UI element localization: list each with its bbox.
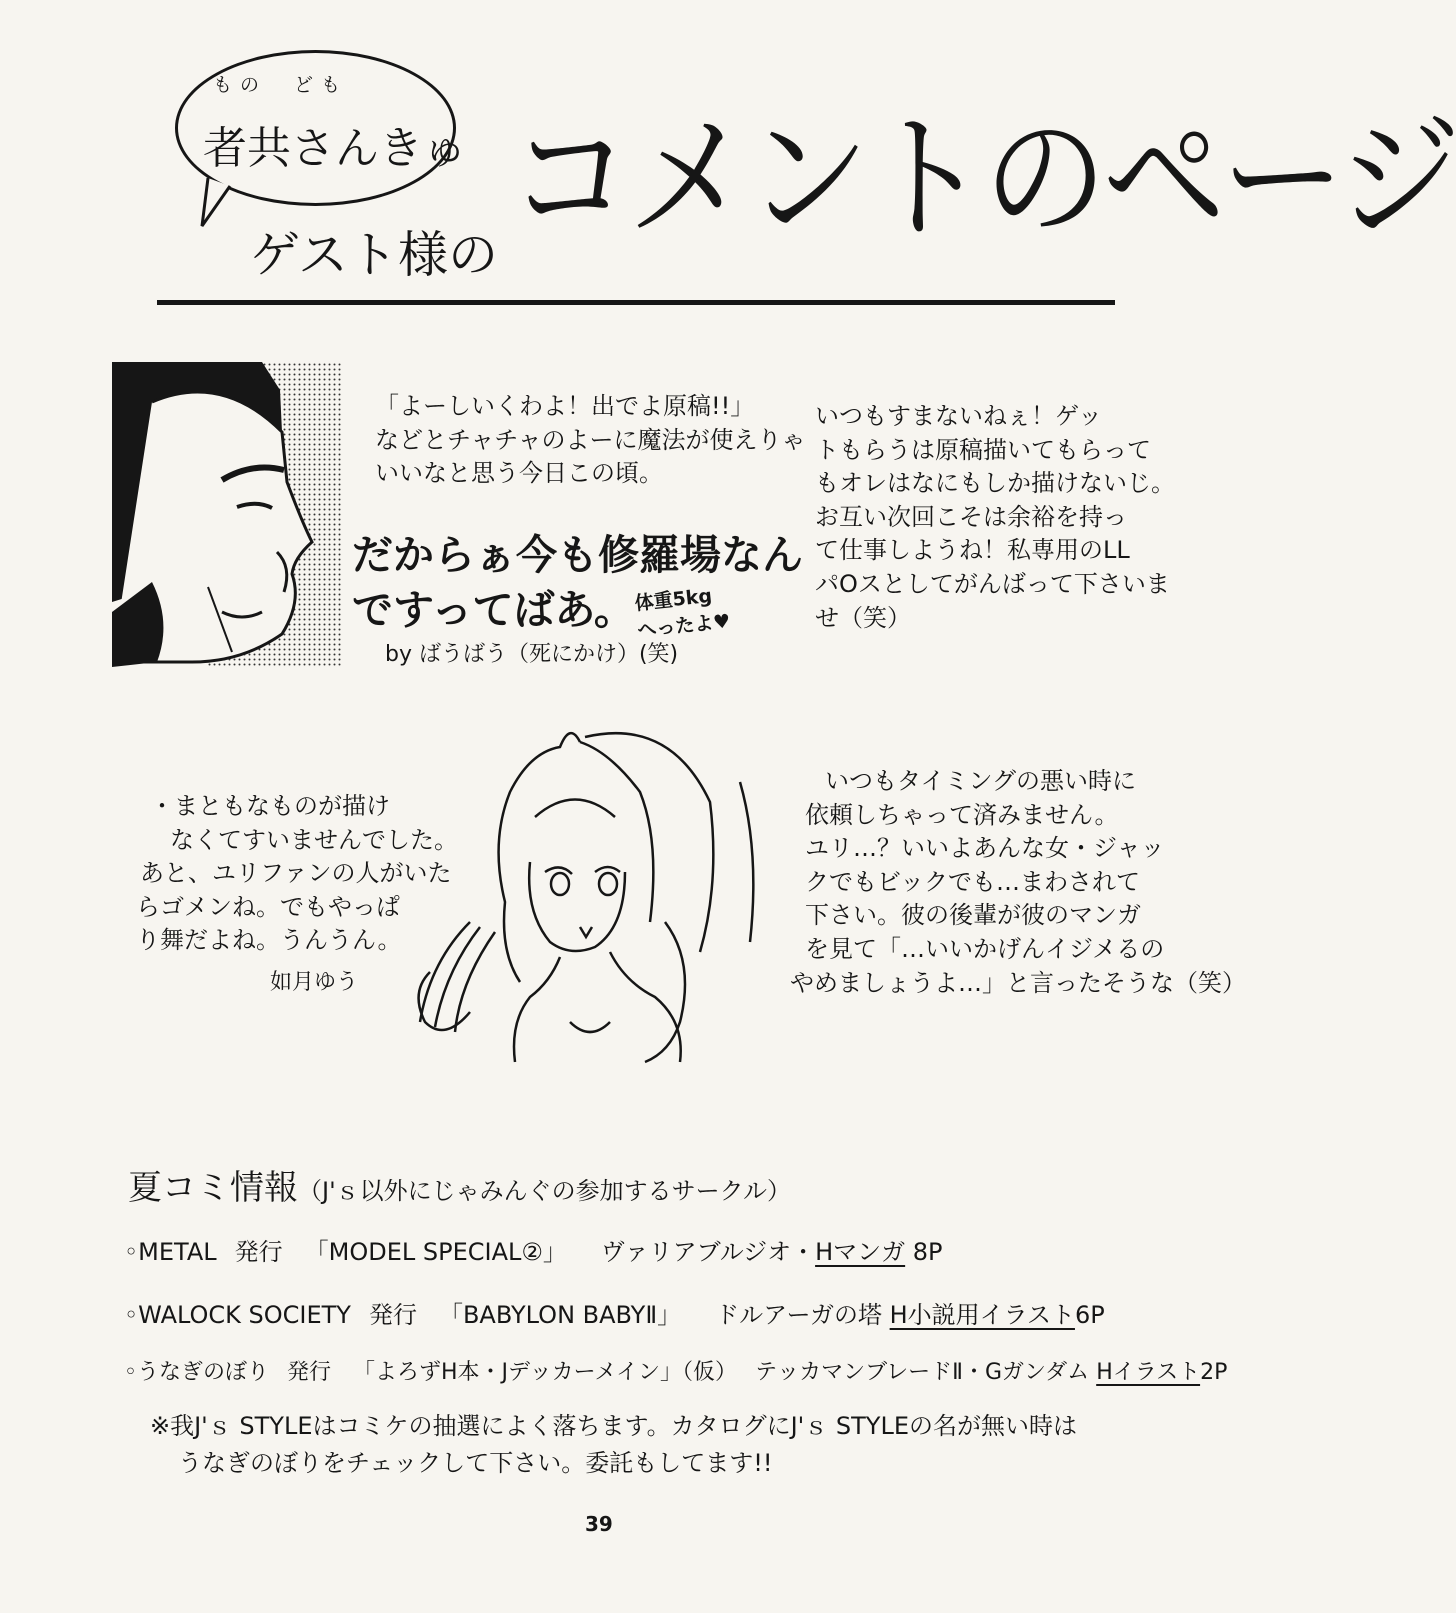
- page-count: 6P: [1074, 1301, 1105, 1329]
- page-count: 2P: [1200, 1360, 1228, 1385]
- emphasis-line: ですってばあ。: [352, 586, 635, 635]
- comment-line: て仕事しようね！私専用のLL: [815, 536, 1130, 565]
- girl-illustration: [410, 722, 770, 1067]
- comment-line: あと、ユリファンの人がいた: [140, 859, 452, 888]
- page-title: コメントのページ: [508, 98, 1456, 259]
- book-title: 「BABYLON BABYⅡ」: [438, 1301, 682, 1329]
- comment-line: お互い次回こそは余裕を持っ: [815, 502, 1127, 531]
- comment-line: などとチャチャのよーに魔法が使えりゃ: [375, 425, 806, 454]
- footnote-line: うなぎのぼりをチェックして下さい。委託もしてます!!: [178, 1449, 773, 1478]
- footnote: [150, 1408, 1077, 1482]
- weight-side-note: [633, 581, 731, 644]
- book-title: 「MODEL SPECIAL②」: [304, 1238, 567, 1266]
- side-note-line: 体重5kg: [633, 584, 714, 615]
- page-count: 8P: [912, 1238, 943, 1266]
- publish-label: 発行: [368, 1301, 417, 1329]
- comment-baubau-emphasis: [352, 528, 803, 639]
- portrait-illustration: [112, 362, 342, 672]
- publish-label: 発行: [286, 1360, 331, 1385]
- signature-baubau: by ばうばう（死にかけ）(笑): [385, 642, 679, 667]
- guest-heading: ゲスト様の: [250, 226, 498, 284]
- furigana: もの ども: [213, 74, 349, 96]
- content-tag: H小説用イラスト: [889, 1301, 1075, 1329]
- comment-line: クでもビックでも…まわされて: [805, 867, 1141, 896]
- comment-line: トもらうは原稿描いてもらって: [815, 435, 1151, 464]
- comment-line: ・まともなものが描け: [150, 792, 390, 820]
- book-description: テッカマンブレードⅡ・Gガンダム: [755, 1360, 1090, 1385]
- comment-line: やめましょうよ…」と言ったそうな（笑）: [790, 968, 1246, 997]
- side-note-line: へったよ♥: [636, 609, 732, 642]
- comment-right-top: [815, 400, 1175, 635]
- page-number: 39: [585, 1512, 613, 1536]
- comment-line: 「よーしいくわよ！出でよ原稿!!」: [375, 392, 755, 420]
- circle-name: ◦METAL: [124, 1238, 217, 1266]
- comment-baubau: [375, 390, 806, 491]
- comment-line: 下さい。彼の後輩が彼のマンガ: [805, 901, 1141, 930]
- comment-line: いつもすまないねぇ！ゲッ: [815, 402, 1103, 430]
- signature-kisaragi: 如月ゆう: [270, 969, 359, 995]
- comment-line: ユリ…？いいよあんな女・ジャッ: [805, 834, 1165, 863]
- content-tag: Hマンガ: [815, 1238, 906, 1266]
- comment-line: もオレはなにもしか描けないじ。: [815, 469, 1175, 498]
- comment-line: らゴメンね。でもやっぱ: [136, 892, 400, 921]
- comment-line: せ（笑）: [815, 603, 911, 632]
- circle-row: [124, 1295, 1105, 1330]
- comment-line: 依頼しちゃって済みません。: [805, 800, 1119, 829]
- bubble-text: 者共さんきゅ: [203, 123, 467, 174]
- publish-label: 発行: [234, 1238, 283, 1266]
- comment-line: り舞だよね。うんうん。: [136, 926, 402, 955]
- summer-comiket-subtitle: （J'ｓ以外にじゃみんぐの参加するサークル）: [298, 1177, 791, 1205]
- circle-row: [124, 1355, 1227, 1386]
- comment-left-bottom: [136, 790, 458, 999]
- summer-comiket-heading: [128, 1160, 791, 1209]
- circle-row: [124, 1232, 943, 1267]
- book-title: 「よろずH本・Jデッカーメイン」（仮）: [353, 1360, 738, 1385]
- emphasis-line: だからぁ今も修羅場なん: [352, 531, 803, 579]
- comment-line: いつもタイミングの悪い時に: [825, 767, 1137, 795]
- content-tag: Hイラスト: [1096, 1360, 1201, 1385]
- comment-right-bottom: [790, 765, 1246, 1000]
- footnote-line: ※我J'ｓ STYLEはコミケの抽選によく落ちます。カタログにJ'ｓ STYLEの名が無い時は: [150, 1412, 1077, 1440]
- circle-name: ◦WALOCK SOCIETY: [124, 1301, 351, 1329]
- comment-line: パOスとしてがんばって下さいま: [815, 569, 1170, 598]
- book-description: ドルアーガの塔: [715, 1301, 882, 1329]
- speech-bubble-tail: [200, 178, 240, 228]
- book-description: ヴァリアブルジオ・: [600, 1238, 816, 1266]
- header-divider: [157, 300, 1115, 305]
- comment-line: を見て「…いいかげんイジメるの: [805, 934, 1165, 963]
- summer-comiket-title: 夏コミ情報: [128, 1168, 298, 1208]
- circle-name: ◦うなぎのぼり: [124, 1360, 269, 1385]
- comment-line: なくてすいませんでした。: [170, 825, 458, 854]
- comment-line: いいなと思う今日この頃。: [375, 459, 663, 488]
